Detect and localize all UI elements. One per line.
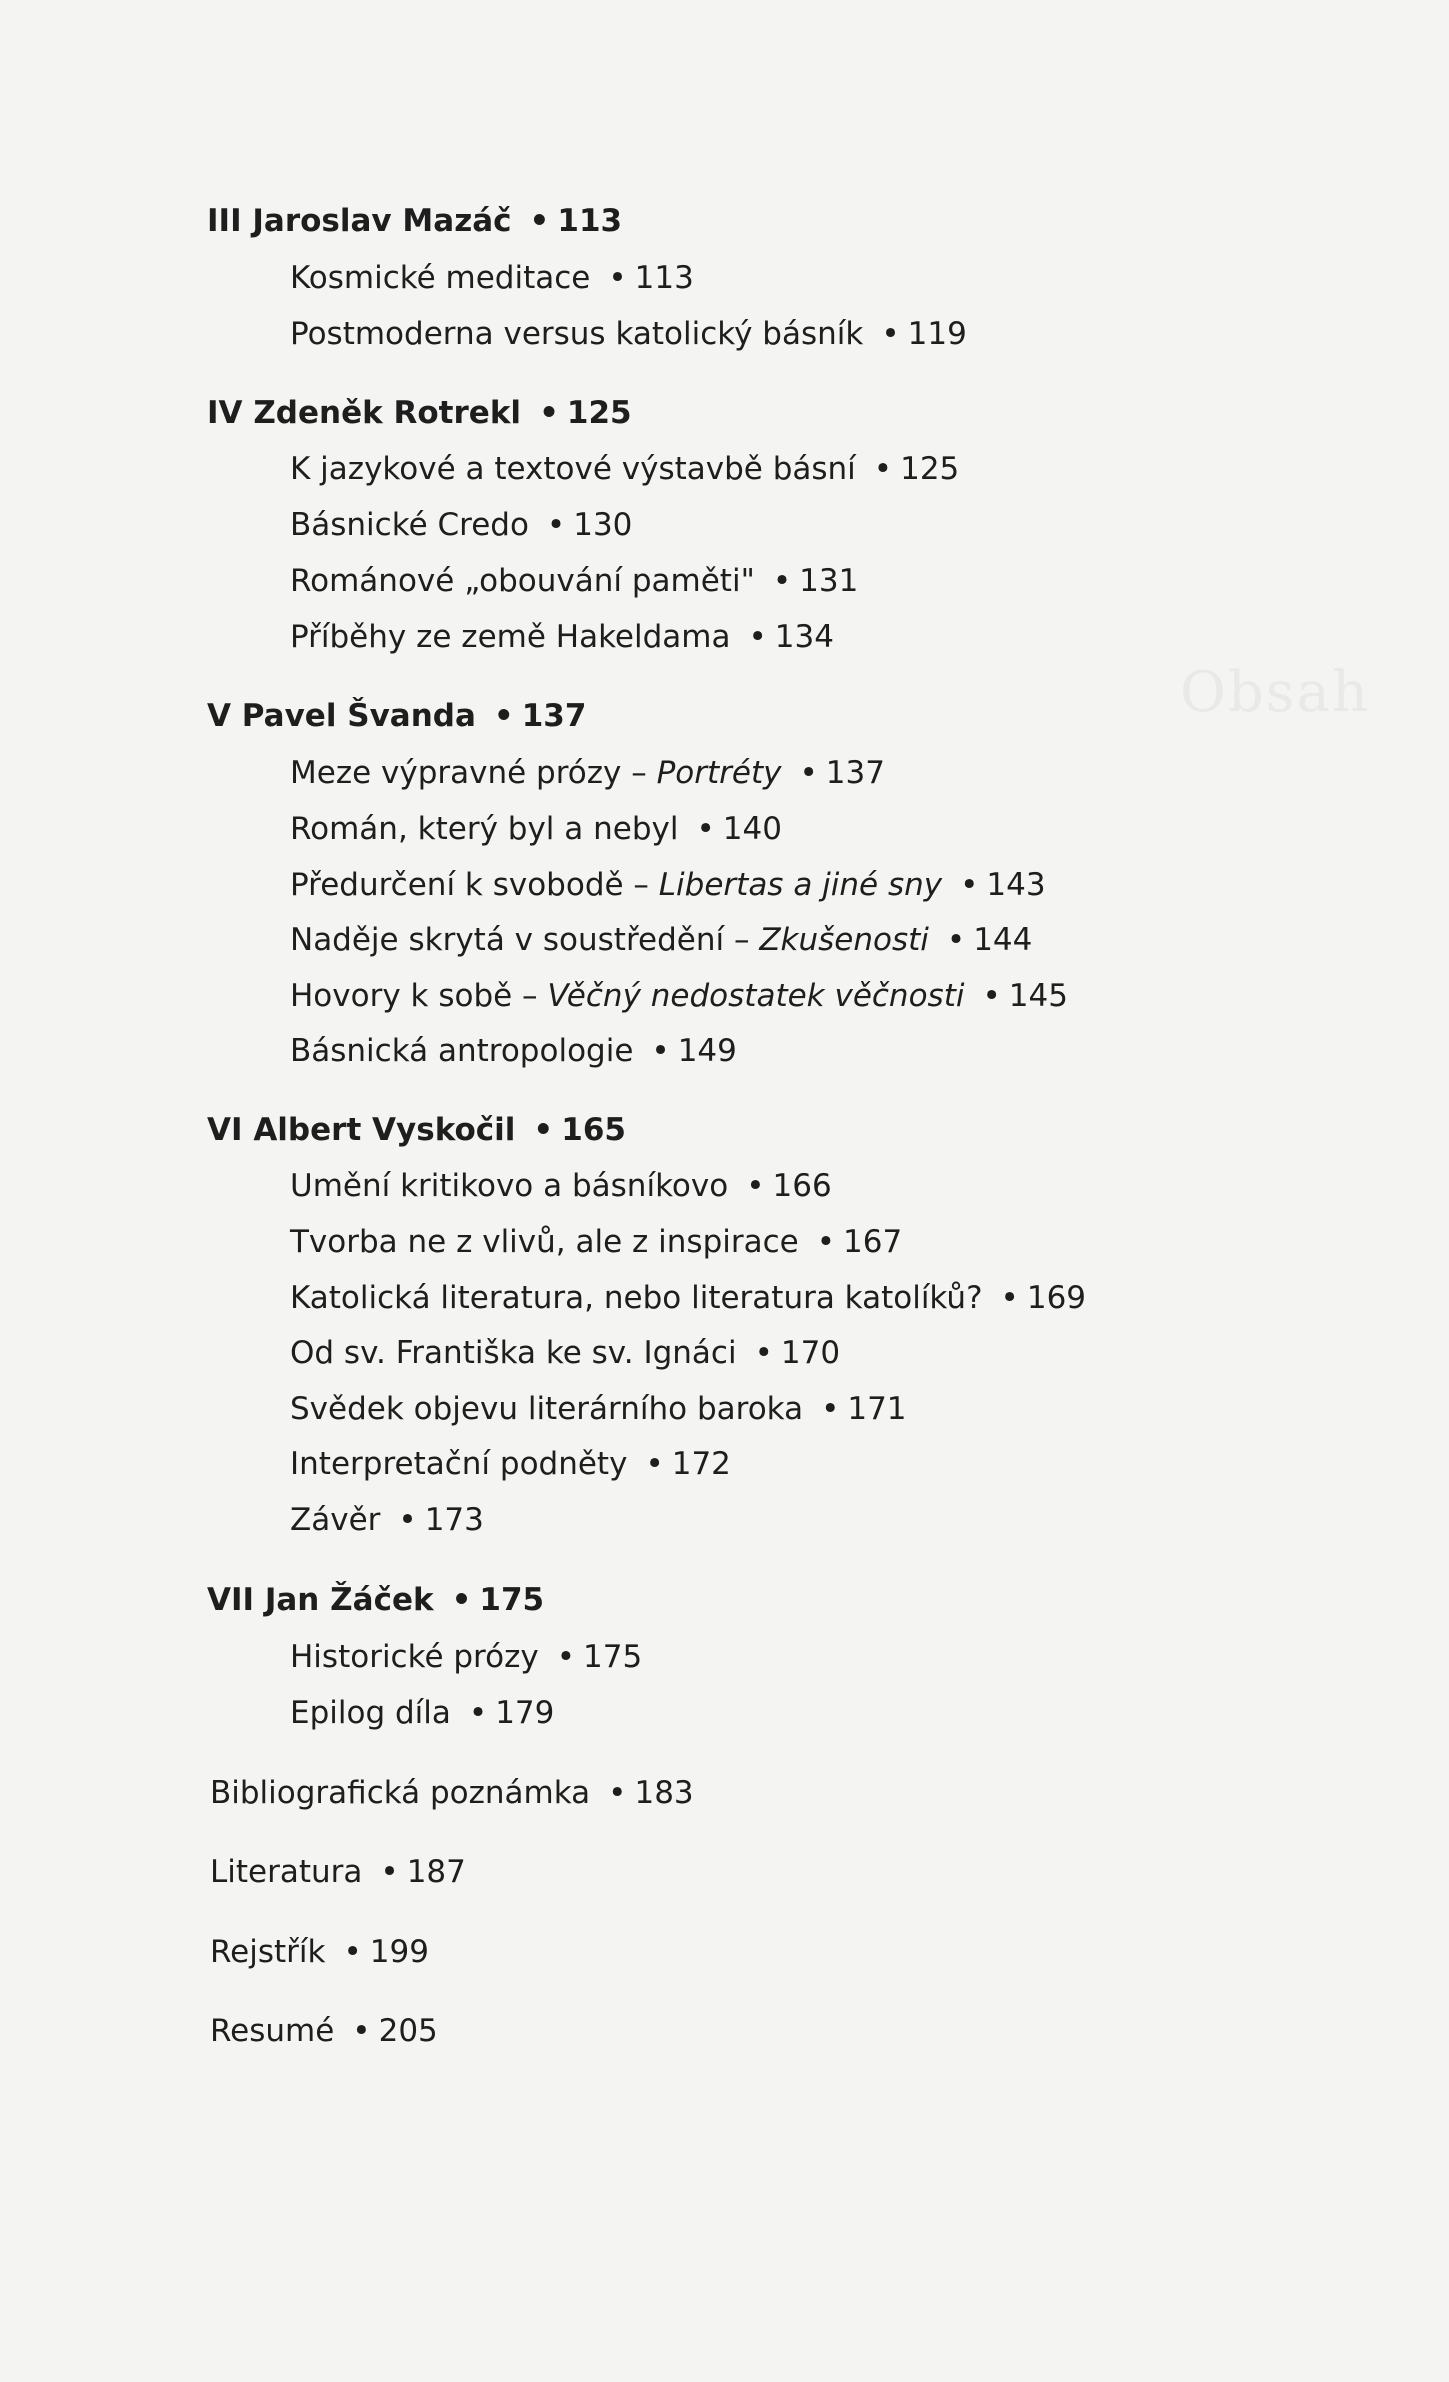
toc-entry (290, 1278, 1086, 1318)
page-number: 143 (986, 867, 1046, 903)
entry-title: Resumé (210, 2013, 335, 2049)
entry-title: Svědek objevu literárního baroka (290, 1391, 804, 1427)
toc-entry (290, 1637, 642, 1677)
entry-title: Historické prózy (290, 1639, 539, 1675)
toc-entry (290, 1693, 554, 1733)
bullet-separator: • (468, 1695, 488, 1731)
entry-title: Bibliografická poznámka (210, 1775, 591, 1811)
bullet-separator: • (748, 619, 767, 655)
bullet-separator: • (821, 1391, 840, 1427)
page-number: 167 (843, 1224, 903, 1260)
entry-title: Umění kritikovo a básníkovo (290, 1168, 729, 1204)
toc-entry (290, 1444, 731, 1484)
page-number: 134 (774, 619, 834, 655)
bullet-separator: • (799, 755, 818, 791)
entry-title: Hovory k sobě – (290, 978, 548, 1014)
page-number: 166 (772, 1168, 832, 1204)
bullet-separator: • (343, 1934, 362, 1970)
page-number: 137 (521, 698, 587, 734)
toc-entry (290, 1166, 832, 1206)
chapter-heading (207, 1580, 544, 1620)
page-number: 113 (557, 203, 623, 239)
page-number: 205 (378, 2013, 438, 2049)
bullet-separator: • (529, 203, 550, 239)
backmatter-entry (210, 1852, 466, 1892)
page-number: 169 (1026, 1280, 1087, 1316)
entry-title: Příběhy ze země Hakeldama (290, 619, 731, 655)
bullet-separator: • (608, 1775, 627, 1811)
page-number: 175 (479, 1582, 545, 1618)
toc-entry (290, 505, 632, 545)
bullet-separator: • (645, 1446, 664, 1482)
bullet-separator: • (539, 395, 559, 431)
toc-entry (290, 258, 694, 298)
page-number: 199 (369, 1934, 429, 1970)
toc-entry (290, 753, 885, 793)
entry-title: Epilog díla (290, 1695, 451, 1731)
page-number: 119 (907, 316, 967, 352)
entry-title: Tvorba ne z vlivů, ale z inspirace (290, 1224, 799, 1260)
bullet-separator: • (881, 316, 900, 352)
bullet-separator: • (873, 451, 893, 487)
toc-entry (290, 1389, 907, 1429)
page-number: 125 (566, 395, 632, 431)
bullet-separator: • (556, 1639, 575, 1675)
bullet-separator: • (946, 922, 966, 958)
entry-title: Interpretační podněty (290, 1446, 628, 1482)
toc-entry (290, 1333, 840, 1373)
page-number: 137 (825, 755, 885, 791)
entry-title: Postmoderna versus katolický básník (290, 316, 864, 352)
chapter-heading (207, 1110, 626, 1150)
toc-entry (290, 920, 1032, 960)
entry-title: Naděje skrytá v soustředění – (290, 922, 760, 958)
entry-title: K jazykové a textové výstavbě básní (290, 451, 856, 487)
entry-italic-title: Zkušenosti (759, 922, 929, 958)
bullet-separator: • (982, 978, 1001, 1014)
toc-entry (290, 1031, 737, 1071)
entry-title: Kosmické meditace (290, 260, 591, 296)
page-number: 130 (573, 507, 633, 543)
bullet-separator: • (451, 1582, 472, 1618)
chapter-heading (207, 393, 632, 433)
page-number: 175 (583, 1639, 643, 1675)
toc-entry (290, 1500, 484, 1540)
page-number: 113 (634, 260, 694, 296)
bullet-separator: • (960, 867, 979, 903)
page-number: 125 (900, 451, 960, 487)
entry-title: Závěr (290, 1502, 381, 1538)
bullet-separator: • (546, 507, 566, 543)
page-number: 179 (495, 1695, 555, 1731)
page-number: 187 (406, 1854, 466, 1890)
page-number: 170 (780, 1335, 841, 1371)
page-number: 149 (677, 1033, 737, 1069)
bullet-separator: • (696, 811, 715, 847)
entry-italic-title: Věčný nedostatek věčnosti (547, 978, 965, 1014)
entry-title: Románové „obouvání paměti" (290, 563, 755, 599)
page-number: 144 (973, 922, 1033, 958)
toc-entry (290, 561, 858, 601)
entry-title: Básnická antropologie (290, 1033, 634, 1069)
entry-title: Meze výpravné prózy – (290, 755, 657, 791)
page-number: 140 (722, 811, 782, 847)
toc-entry (290, 809, 782, 849)
backmatter-entry (210, 2011, 438, 2051)
toc-entry (290, 314, 967, 354)
page-number: 183 (634, 1775, 694, 1811)
chapter-title: IV Zdeněk Rotrekl (207, 395, 522, 431)
bullet-separator: • (380, 1854, 399, 1890)
bullet-separator: • (816, 1224, 836, 1260)
page-number: 171 (847, 1391, 907, 1427)
bullet-separator: • (772, 563, 792, 599)
chapter-title: III Jaroslav Mazáč (207, 203, 512, 239)
bullet-separator: • (1000, 1280, 1019, 1316)
entry-italic-title: Libertas a jiné sny (658, 867, 943, 903)
page-number: 173 (424, 1502, 484, 1538)
backmatter-entry (210, 1932, 429, 1972)
entry-italic-title: Portréty (656, 755, 782, 791)
toc-entry (290, 449, 959, 489)
bullet-separator: • (352, 2013, 371, 2049)
chapter-title: VI Albert Vyskočil (207, 1112, 516, 1148)
entry-title: Literatura (210, 1854, 363, 1890)
page-number: 172 (671, 1446, 731, 1482)
entry-title: Od sv. Františka ke sv. Ignáci (290, 1335, 737, 1371)
chapter-title: VII Jan Žáček (207, 1582, 434, 1618)
toc-entry (290, 1222, 902, 1262)
bleed-through-text: Obsah (1180, 660, 1370, 725)
toc-entry (290, 976, 1068, 1016)
bullet-separator: • (746, 1168, 765, 1204)
entry-title: Katolická literatura, nebo literatura katolíků? (290, 1280, 983, 1316)
chapter-heading (207, 696, 586, 736)
chapter-title: V Pavel Švanda (207, 698, 476, 734)
entry-title: Román, který byl a nebyl (290, 811, 679, 847)
page-number: 145 (1008, 978, 1068, 1014)
bullet-separator: • (493, 698, 514, 734)
entry-title: Rejstřík (210, 1934, 326, 1970)
page-number: 131 (799, 563, 859, 599)
entry-title: Předurčení k svobodě – (290, 867, 659, 903)
bullet-separator: • (533, 1112, 554, 1148)
entry-title: Básnické Credo (290, 507, 529, 543)
chapter-heading (207, 201, 622, 241)
toc-entry (290, 617, 834, 657)
bullet-separator: • (398, 1502, 417, 1538)
toc-entry (290, 865, 1046, 905)
bullet-separator: • (754, 1335, 773, 1371)
bullet-separator: • (608, 260, 627, 296)
page-number: 165 (561, 1112, 626, 1148)
bullet-separator: • (651, 1033, 670, 1069)
backmatter-entry (210, 1773, 694, 1813)
